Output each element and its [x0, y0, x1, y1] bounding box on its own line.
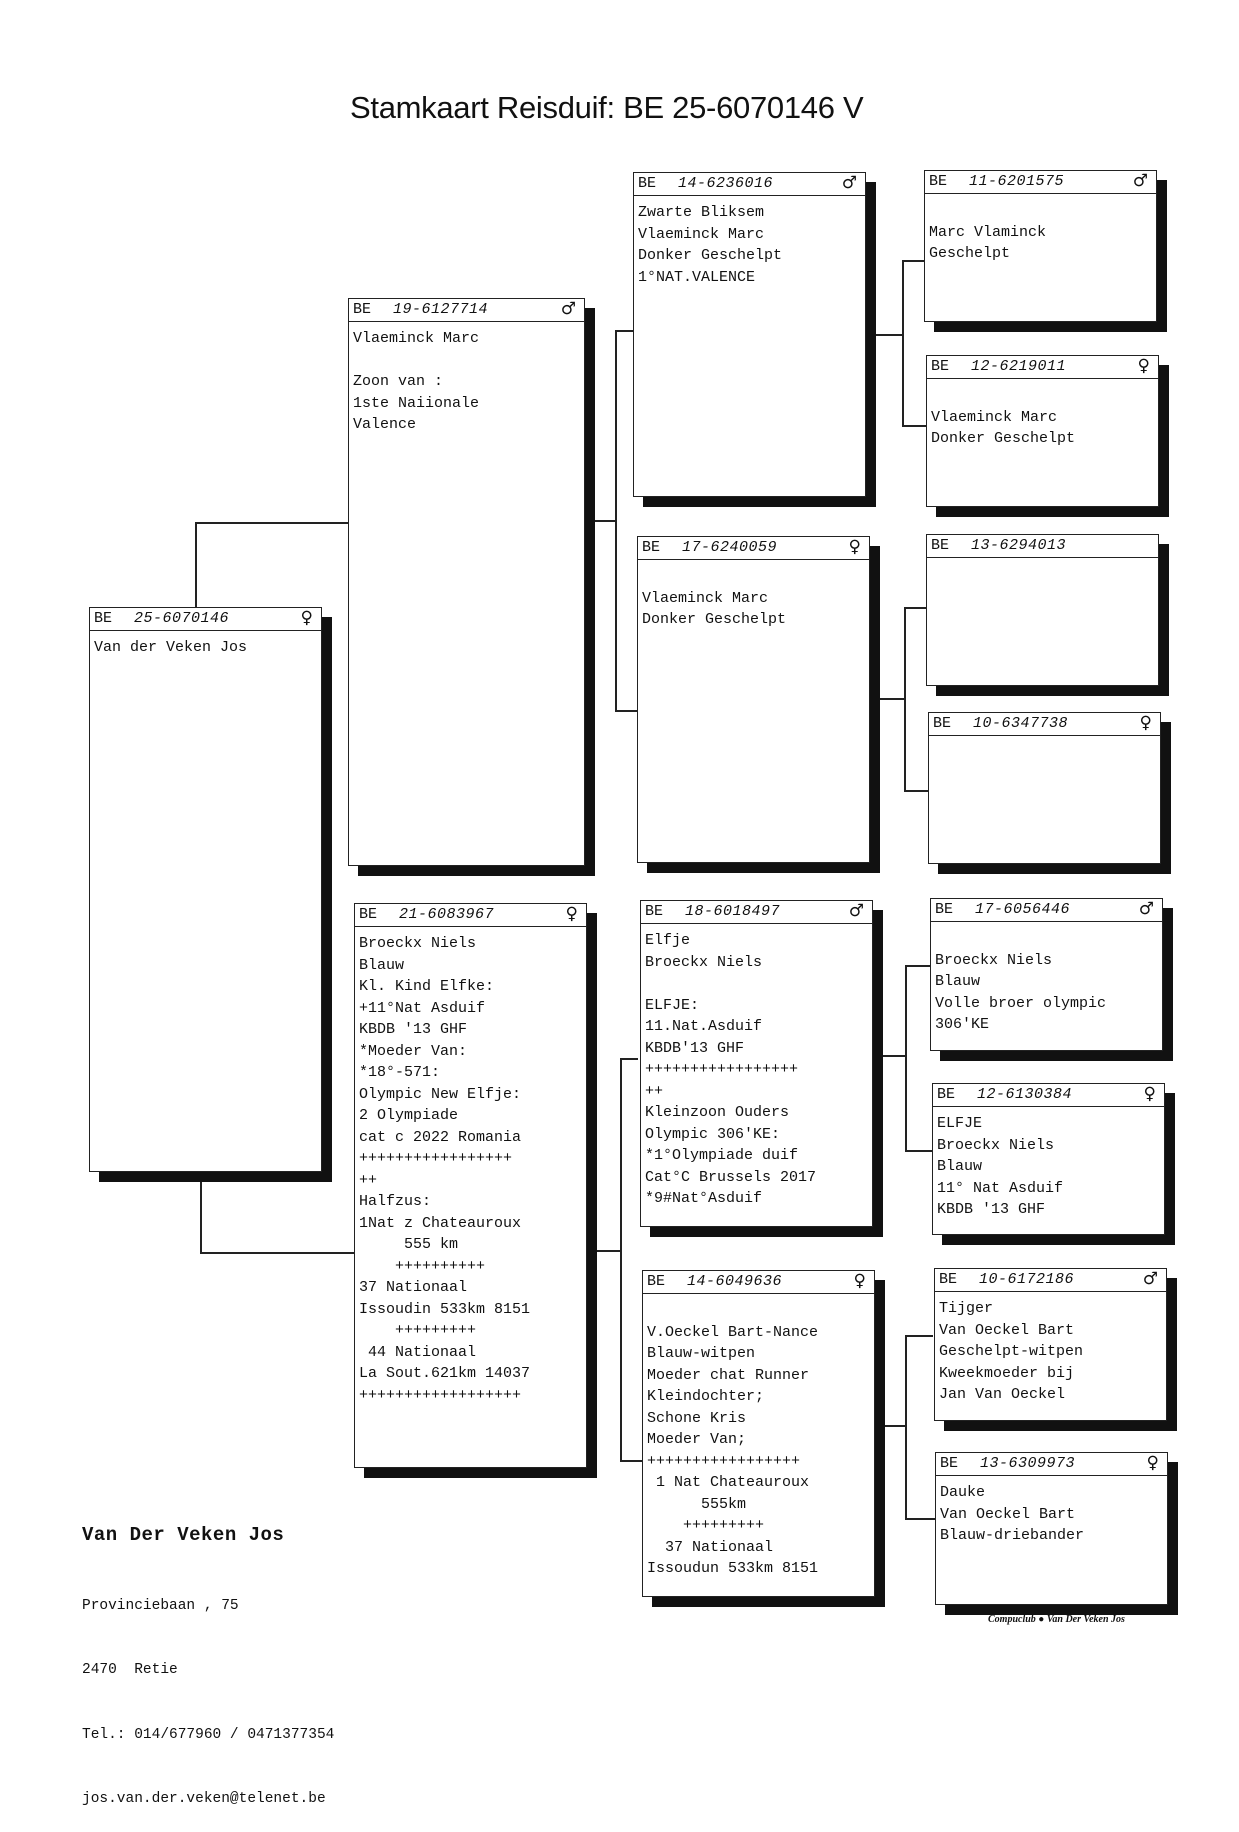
card-text: ELFJE Broeckx Niels Blauw 11° Nat Asduif KBDB '13 GHF [937, 1115, 1064, 1218]
connector-line [905, 965, 907, 1150]
country-code: BE [931, 358, 950, 375]
pigeon-card-mmf [934, 1268, 1167, 1421]
country-code: BE [359, 906, 378, 923]
card-text [927, 558, 1158, 564]
country-code: BE [940, 1455, 959, 1472]
ring-number: 19-6127714 [393, 301, 489, 318]
ring-number: 17-6240059 [682, 539, 778, 556]
connector-line [902, 260, 924, 262]
ring-number: 11-6201575 [969, 173, 1065, 190]
connector-line [902, 425, 926, 427]
owner-street: Provinciebaan , 75 [82, 1597, 239, 1614]
pigeon-card-fm [637, 536, 870, 863]
connector-line [880, 1425, 906, 1427]
card-text: Vlaeminck Marc Donker Geschelpt [642, 589, 787, 628]
ring-number: 12-6219011 [971, 358, 1067, 375]
connector-line [195, 522, 197, 608]
card-text: Van der Veken Jos [94, 639, 248, 656]
connector-line [585, 520, 616, 522]
pigeon-card-father [348, 298, 585, 866]
connector-line [590, 1250, 620, 1252]
connector-line [904, 790, 928, 792]
connector-line [904, 607, 926, 609]
connector-line [880, 698, 905, 700]
connector-line [620, 1058, 638, 1060]
pigeon-card-mf [640, 900, 873, 1227]
pigeon-card-mother [354, 903, 587, 1468]
connector-line [200, 1168, 202, 1252]
female-symbol-icon: ♀ [1139, 713, 1152, 733]
country-code: BE [929, 173, 948, 190]
ring-number: 21-6083967 [399, 906, 495, 923]
female-symbol-icon: ♀ [565, 904, 578, 924]
male-symbol-icon: ♂ [848, 901, 864, 921]
country-code: BE [931, 537, 950, 554]
card-text [929, 736, 1160, 742]
connector-line [880, 1055, 906, 1057]
female-symbol-icon: ♀ [1137, 356, 1150, 376]
ring-number: 13-6294013 [971, 537, 1067, 554]
female-symbol-icon: ♀ [1146, 1453, 1159, 1473]
country-code: BE [642, 539, 661, 556]
connector-line [904, 607, 906, 790]
card-text: Broeckx Niels Blauw Volle broer olympic 306'KE [935, 951, 1107, 1033]
male-symbol-icon: ♂ [1142, 1269, 1158, 1289]
pigeon-card-ffm [926, 355, 1159, 507]
connector-line [905, 1518, 935, 1520]
pigeon-card-mff [930, 898, 1163, 1051]
country-code: BE [937, 1086, 956, 1103]
card-text: Zwarte Bliksem Vlaeminck Marc Donker Geschelpt 1°NAT.VALENCE [638, 204, 783, 286]
country-code: BE [353, 301, 372, 318]
page-title: Stamkaart Reisduif: BE 25-6070146 V [350, 90, 864, 125]
card-text: Broeckx Niels Blauw Kl. Kind Elfke: +11°Nat Asduif KBDB '13 GHF *Moeder Van: *18°-571: Olympic New Elfje: 2 Olympiade cat c 2022 Romania +++++++++++++++++ ++ Halfzus: 1Nat z Chateauroux 555 km ++++++++++ 37 Nationaal Issoudin 533km 8151 +++++++++ 44 Nationaal La Sout.621km 14037 ++++++++++++++++++ [359, 935, 531, 1404]
connector-line [905, 965, 930, 967]
ring-number: 13-6309973 [980, 1455, 1076, 1472]
connector-line [905, 1335, 933, 1337]
connector-line [902, 260, 904, 425]
pigeon-card-fmf [926, 534, 1159, 686]
pigeon-card-subject [89, 607, 322, 1172]
ring-number: 12-6130384 [977, 1086, 1073, 1103]
card-text: V.Oeckel Bart-Nance Blauw-witpen Moeder chat Runner Kleindochter; Schone Kris Moeder Van; +++++++++++++++++ 1 Nat Chateauroux 555km +++++++++ 37 Nationaal Issoudun 533km 8151 [647, 1323, 819, 1577]
card-text: Tijger Van Oeckel Bart Geschelpt-witpen Kweekmoeder bij Jan Van Oeckel [939, 1300, 1084, 1403]
owner-email: jos.van.der.veken@telenet.be [82, 1791, 326, 1807]
male-symbol-icon: ♂ [841, 173, 857, 193]
male-symbol-icon: ♂ [1132, 171, 1148, 191]
country-code: BE [935, 901, 954, 918]
ring-number: 14-6049636 [687, 1273, 783, 1290]
owner-city: 2470 Retie [82, 1662, 178, 1678]
connector-line [200, 1252, 355, 1254]
country-code: BE [638, 175, 657, 192]
connector-line [905, 1150, 932, 1152]
ring-number: 10-6172186 [979, 1271, 1075, 1288]
connector-line [620, 1058, 622, 1460]
male-symbol-icon: ♂ [560, 299, 576, 319]
ring-number: 14-6236016 [678, 175, 774, 192]
connector-line [875, 334, 903, 336]
country-code: BE [933, 715, 952, 732]
owner-name: Van Der Veken Jos [82, 1524, 285, 1546]
pigeon-card-mmm [935, 1452, 1168, 1605]
card-text: Marc Vlaminck Geschelpt [929, 223, 1047, 262]
pigeon-card-mm [642, 1270, 875, 1597]
card-text: Vlaeminck Marc Donker Geschelpt [931, 408, 1076, 447]
ring-number: 10-6347738 [973, 715, 1069, 732]
ring-number: 18-6018497 [685, 903, 781, 920]
connector-line [620, 1460, 642, 1462]
female-symbol-icon: ♀ [853, 1271, 866, 1291]
country-code: BE [645, 903, 664, 920]
female-symbol-icon: ♀ [1143, 1084, 1156, 1104]
country-code: BE [94, 610, 113, 627]
pigeon-card-ff [633, 172, 866, 497]
country-code: BE [647, 1273, 666, 1290]
pigeon-card-mfm [932, 1083, 1165, 1235]
connector-line [615, 710, 637, 712]
pigeon-card-fmm [928, 712, 1161, 864]
owner-address [82, 1482, 334, 1832]
connector-line [195, 522, 348, 524]
card-text: Vlaeminck Marc Zoon van : 1ste Naiionale Valence [353, 330, 480, 433]
pigeon-card-fff [924, 170, 1157, 322]
male-symbol-icon: ♂ [1138, 899, 1154, 919]
footer-credit: Compuclub ● Van Der Veken Jos [988, 1614, 1125, 1625]
connector-line [615, 330, 617, 710]
card-text: Elfje Broeckx Niels ELFJE: 11.Nat.Asduif KBDB'13 GHF +++++++++++++++++ ++ Kleinzoon Ouders Olympic 306'KE: *1°Olympiade duif Cat°C Brussels 2017 *9#Nat°Asduif [645, 932, 817, 1207]
ring-number: 25-6070146 [134, 610, 230, 627]
ring-number: 17-6056446 [975, 901, 1071, 918]
connector-line [905, 1335, 907, 1518]
connector-line [615, 330, 633, 332]
female-symbol-icon: ♀ [848, 537, 861, 557]
country-code: BE [939, 1271, 958, 1288]
owner-phone: Tel.: 014/677960 / 0471377354 [82, 1726, 335, 1743]
card-text: Dauke Van Oeckel Bart Blauw-driebander [940, 1484, 1085, 1544]
female-symbol-icon: ♀ [300, 608, 313, 628]
